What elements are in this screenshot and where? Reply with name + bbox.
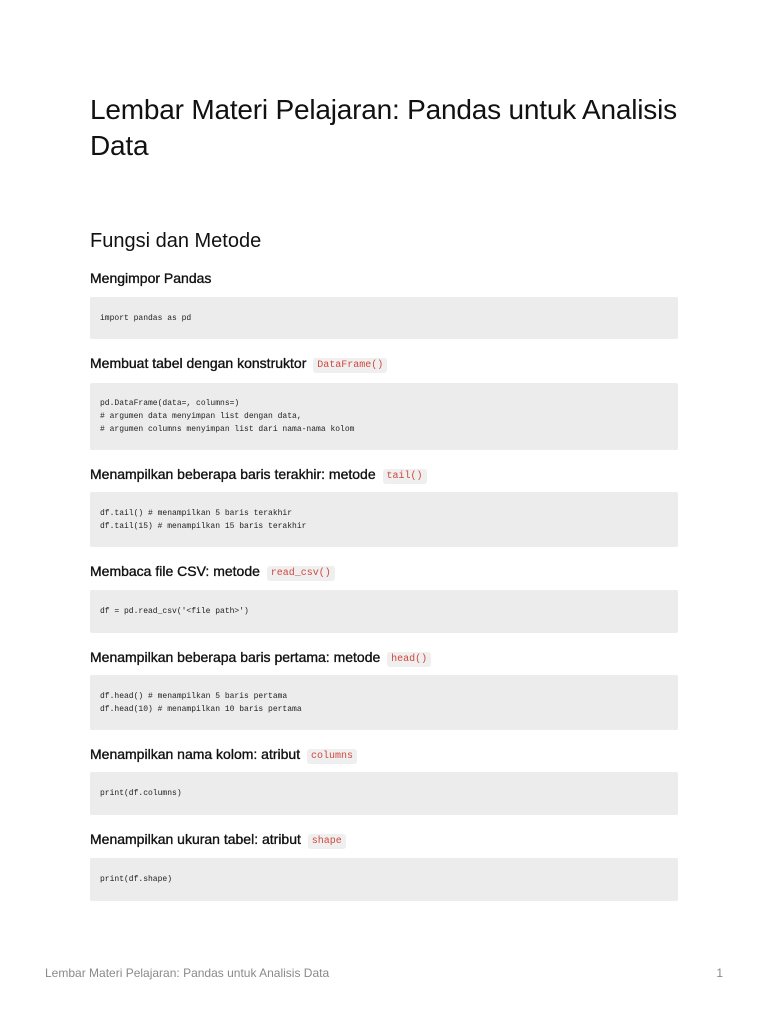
code-block: [90, 772, 678, 815]
page-number: 1: [716, 966, 723, 980]
inline-code: tail(): [383, 469, 427, 484]
document-title: Lembar Materi Pelajaran: Pandas untuk Analisis Data: [90, 94, 677, 161]
code-block: [90, 383, 678, 450]
code-line: df.head(10) # menampilkan 10 baris pertama: [100, 704, 302, 714]
inline-code: read_csv(): [267, 566, 335, 581]
code-block: [90, 297, 678, 339]
topic-heading-text: Mengimpor Pandas: [90, 270, 212, 286]
code-block: [90, 675, 678, 730]
code-line: print(df.columns): [100, 789, 182, 798]
footer-title: Lembar Materi Pelajaran: Pandas untuk Analisis Data: [45, 966, 330, 980]
code-line: import pandas as pd: [100, 313, 192, 323]
topic-heading: [90, 561, 678, 585]
code-block: [90, 590, 678, 633]
inline-code: DataFrame(): [313, 358, 387, 373]
code-line: print(df.shape): [100, 875, 173, 884]
topic-heading: [90, 744, 678, 768]
topic-heading-text: Menampilkan nama kolom: atribut: [90, 746, 301, 762]
topic-heading: [90, 464, 678, 488]
topic-heading-text: Menampilkan beberapa baris pertama: metode: [90, 649, 381, 665]
section-title: Fungsi dan Metode: [90, 230, 262, 252]
topic-heading-text: Menampilkan ukuran tabel: atribut: [90, 831, 301, 847]
code-block: [90, 492, 678, 547]
code-line: df.head() # menampilkan 5 baris pertama: [100, 691, 288, 701]
code-line: pd.DataFrame(data=, columns=): [100, 399, 240, 408]
topic-heading-text: Menampilkan beberapa baris terakhir: metode: [90, 466, 376, 482]
code-block: [90, 858, 678, 901]
code-line: df.tail(15) # menampilkan 15 baris terakhir: [100, 521, 307, 531]
inline-code: columns: [307, 749, 357, 764]
topic-heading: [90, 829, 678, 853]
topic-heading: [90, 268, 678, 288]
inline-code: head(): [387, 652, 431, 667]
topic-heading-text: Membaca file CSV: metode: [90, 563, 260, 579]
inline-code: shape: [308, 834, 346, 849]
code-line: # argumen columns menyimpan list dari nama-nama kolom: [100, 425, 355, 434]
code-line: df = pd.read_csv('<file path>'): [100, 607, 249, 616]
code-line: df.tail() # menampilkan 5 baris terakhir: [100, 508, 293, 518]
code-line: # argumen data menyimpan list dengan data,: [100, 412, 302, 421]
topic-heading: [90, 647, 678, 671]
topic-heading: [90, 353, 678, 377]
topic-heading-text: Membuat tabel dengan konstruktor: [90, 355, 307, 371]
